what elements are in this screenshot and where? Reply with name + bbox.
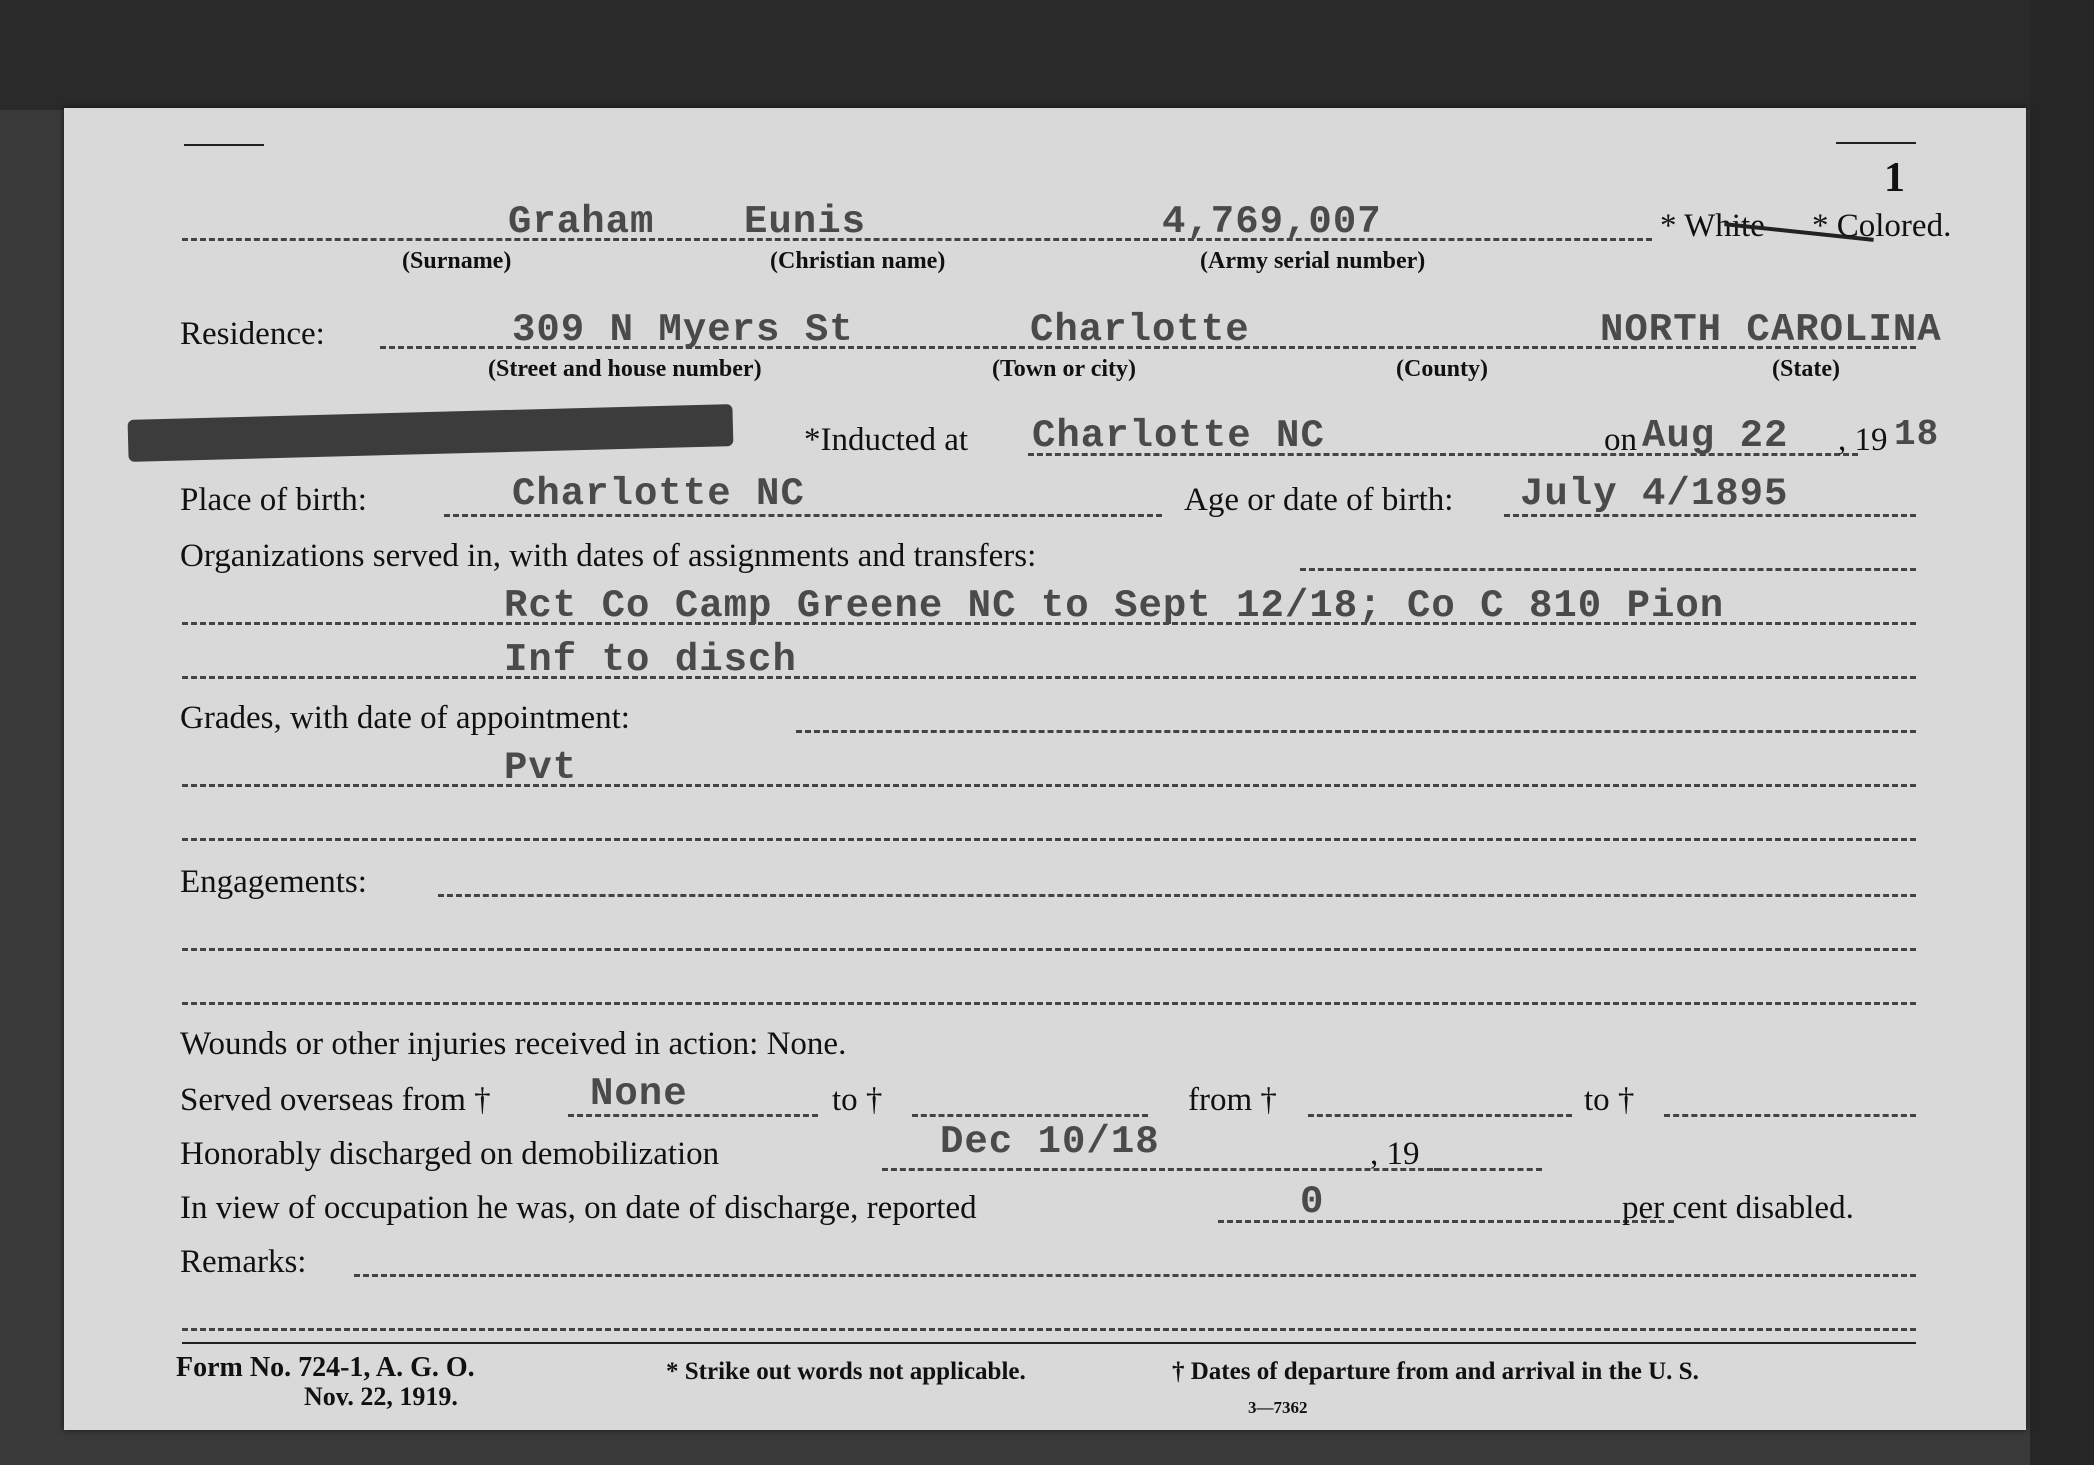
inducted-on-label: on [1604, 422, 1637, 458]
overseas-value: None [590, 1072, 688, 1116]
grades-line-1 [182, 784, 1916, 787]
serial-caption: (Army serial number) [1200, 248, 1426, 274]
remarks-line-0 [354, 1274, 1916, 1277]
serial-number-value: 4,769,007 [1162, 200, 1382, 244]
christian-caption: (Christian name) [770, 248, 946, 274]
remarks-line-1 [182, 1328, 1916, 1331]
residence-street-value: 309 N Myers St [512, 308, 854, 352]
grades-label: Grades, with date of appointment: [180, 700, 630, 736]
engagements-line-1 [182, 948, 1916, 951]
corner-mark-left [184, 144, 264, 146]
engagements-line-0 [438, 894, 1916, 897]
surname-value: Graham [508, 200, 655, 244]
overseas-line-2 [912, 1114, 1148, 1117]
inducted-label: *Inducted at [804, 422, 969, 458]
engagements-line-2 [182, 1002, 1916, 1005]
wounds-statement: Wounds or other injuries received in action: None. [180, 1026, 847, 1062]
town-caption: (Town or city) [992, 356, 1136, 382]
discharge-year-line [1434, 1168, 1542, 1171]
street-caption: (Street and house number) [488, 356, 762, 382]
discharge-label: Honorably discharged on demobilization [180, 1136, 720, 1172]
overseas-line-3 [1308, 1114, 1572, 1117]
card-number: 1 [1884, 155, 1905, 201]
grades-line-0 [796, 730, 1916, 733]
overseas-to2-label: to † [1584, 1082, 1635, 1118]
organizations-line-0 [1300, 568, 1916, 571]
overseas-from2-label: from † [1188, 1082, 1277, 1118]
scan-background-right [2030, 0, 2094, 1465]
overseas-from-label: Served overseas from † [180, 1082, 491, 1118]
grade-value: Pvt [504, 746, 578, 790]
residence-state-value: NORTH CAROLINA [1600, 308, 1942, 352]
redaction-mark [128, 404, 734, 462]
footer-rule [182, 1342, 1916, 1344]
birth-place-value: Charlotte NC [512, 472, 805, 516]
overseas-to-label: to † [832, 1082, 883, 1118]
birth-date-label: Age or date of birth: [1184, 482, 1454, 518]
discharge-year-label: , 19 [1370, 1136, 1420, 1172]
engagements-label: Engagements: [180, 864, 367, 900]
surname-caption: (Surname) [402, 248, 512, 274]
christian-name-value: Eunis [744, 200, 867, 244]
overseas-line-4 [1664, 1114, 1916, 1117]
scan-background-top [0, 0, 2094, 110]
discharge-date-value: Dec 10/18 [940, 1120, 1160, 1164]
corner-mark-right [1836, 142, 1916, 144]
organizations-value-1: Rct Co Camp Greene NC to Sept 12/18; Co C 810 Pion [504, 584, 1725, 628]
strike-out-note: * Strike out words not applicable. [666, 1358, 1026, 1385]
inducted-year-value: 18 [1894, 414, 1940, 455]
inducted-place-value: Charlotte NC [1032, 414, 1325, 458]
white-label: * White [1660, 208, 1765, 244]
organizations-label: Organizations served in, with dates of assignments and transfers: [180, 538, 1037, 574]
remarks-label: Remarks: [180, 1244, 307, 1280]
form-date: Nov. 22, 1919. [304, 1382, 458, 1411]
inducted-year-prefix: , 19 [1838, 422, 1888, 458]
county-caption: (County) [1396, 356, 1489, 382]
disability-line [1218, 1220, 1674, 1223]
service-record-card [64, 108, 2026, 1430]
residence-label: Residence: [180, 316, 325, 352]
disability-suffix: per cent disabled. [1622, 1190, 1854, 1226]
organizations-line-2 [182, 676, 1916, 679]
state-caption: (State) [1772, 356, 1840, 382]
organizations-value-2: Inf to disch [504, 638, 797, 682]
form-number: Form No. 724-1, A. G. O. [176, 1352, 475, 1383]
header-line [182, 238, 1652, 241]
discharge-line [882, 1168, 1442, 1171]
dates-note: † Dates of departure from and arrival in the U. S. [1172, 1358, 1699, 1385]
residence-town-value: Charlotte [1030, 308, 1250, 352]
grades-line-2 [182, 838, 1916, 841]
inducted-date-value: Aug 22 [1642, 414, 1789, 458]
print-code: 3—7362 [1248, 1398, 1308, 1417]
disability-value: 0 [1300, 1180, 1325, 1224]
colored-label: * Colored. [1812, 208, 1952, 244]
birth-place-label: Place of birth: [180, 482, 367, 518]
birth-date-value: July 4/1895 [1520, 472, 1789, 516]
disability-label: In view of occupation he was, on date of discharge, reported [180, 1190, 977, 1226]
